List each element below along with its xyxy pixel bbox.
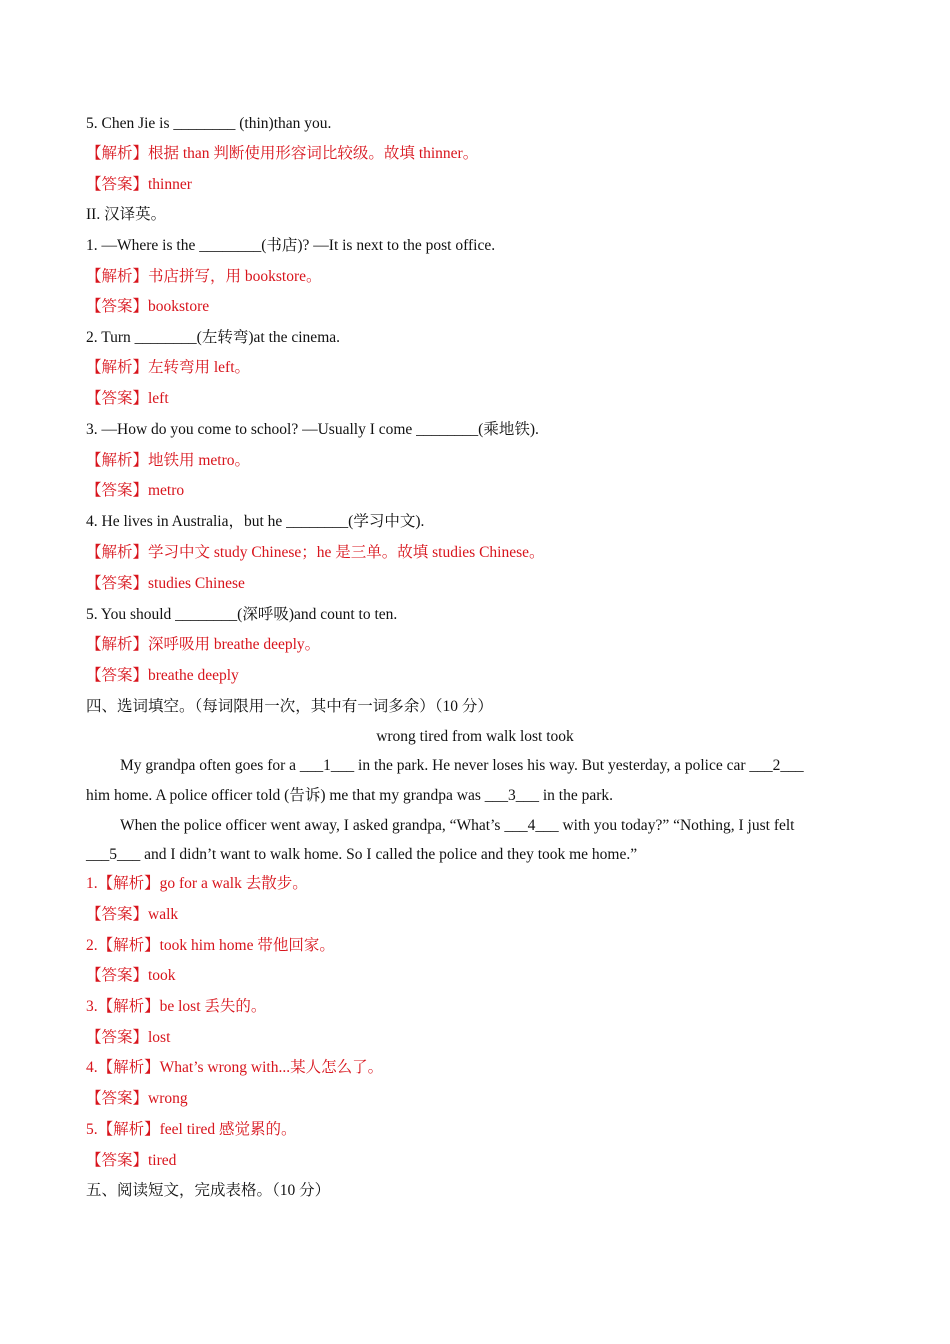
word-bank: wrong tired from walk lost took: [376, 728, 574, 745]
cloze-answer-5: 【答案】tired: [86, 1152, 177, 1169]
section-two-title: II. 汉译英。: [86, 206, 167, 223]
cloze-answer-4: 【答案】wrong: [86, 1090, 188, 1107]
section-five-title: 五、阅读短文，完成表格。（10 分）: [86, 1182, 331, 1199]
translation-answer-2: 【答案】left: [86, 390, 169, 407]
translation-analysis-1: 【解析】书店拼写，用 bookstore。: [86, 268, 322, 285]
passage-paragraph-2-line-2: ___5___ and I didn’t want to walk home. So I called the police and they took me home.”: [86, 846, 638, 863]
translation-analysis-3: 【解析】地铁用 metro。: [86, 452, 251, 469]
cloze-answer-2: 【答案】took: [86, 967, 176, 984]
translation-answer-1: 【答案】bookstore: [86, 298, 210, 315]
cloze-analysis-1: 1.【解析】go for a walk 去散步。: [86, 875, 308, 892]
translation-answer-5: 【答案】breathe deeply: [86, 667, 239, 684]
question-5-thin: 5. Chen Jie is ________ (thin)than you.: [86, 115, 332, 132]
passage-paragraph-1-line-2: him home. A police officer told (告诉) me that my grandpa was ___3___ in the park.: [86, 787, 614, 804]
answer-5-thin: 【答案】thinner: [86, 176, 192, 193]
cloze-analysis-4: 4.【解析】What’s wrong with...某人怎么了。: [86, 1059, 384, 1076]
cloze-answer-3: 【答案】lost: [86, 1029, 171, 1046]
translation-question-3: 3. —How do you come to school? —Usually I come ________(乘地铁).: [86, 421, 539, 438]
translation-question-5: 5. You should ________(深呼吸)and count to ten.: [86, 606, 398, 623]
translation-answer-3: 【答案】metro: [86, 482, 185, 499]
translation-question-1: 1. —Where is the ________(书店)? —It is next to the post office.: [86, 237, 496, 254]
translation-answer-4: 【答案】studies Chinese: [86, 575, 245, 592]
translation-analysis-5: 【解析】深呼吸用 breathe deeply。: [86, 636, 321, 653]
translation-question-4: 4. He lives in Australia，but he ________(学习中文).: [86, 513, 425, 530]
cloze-analysis-3: 3.【解析】be lost 丢失的。: [86, 998, 267, 1015]
translation-analysis-2: 【解析】左转弯用 left。: [86, 359, 251, 376]
translation-question-2: 2. Turn ________(左转弯)at the cinema.: [86, 329, 341, 346]
cloze-answer-1: 【答案】walk: [86, 906, 179, 923]
cloze-analysis-5: 5.【解析】feel tired 感觉累的。: [86, 1121, 297, 1138]
section-four-title: 四、选词填空。（每词限用一次，其中有一词多余）（10 分）: [86, 698, 493, 715]
cloze-analysis-2: 2.【解析】took him home 带他回家。: [86, 937, 335, 954]
passage-paragraph-1-line-1: My grandpa often goes for a ___1___ in the park. He never loses his way. But yesterday, a police car ___2___: [120, 757, 804, 774]
analysis-5-thin: 【解析】根据 than 判断使用形容词比较级。故填 thinner。: [86, 145, 479, 162]
passage-paragraph-2-line-1: When the police officer went away, I asked grandpa, “What’s ___4___ with you today?” “Nothing, I just felt: [120, 817, 795, 834]
translation-analysis-4: 【解析】学习中文 study Chinese；he 是三单。故填 studies Chinese。: [86, 544, 545, 561]
